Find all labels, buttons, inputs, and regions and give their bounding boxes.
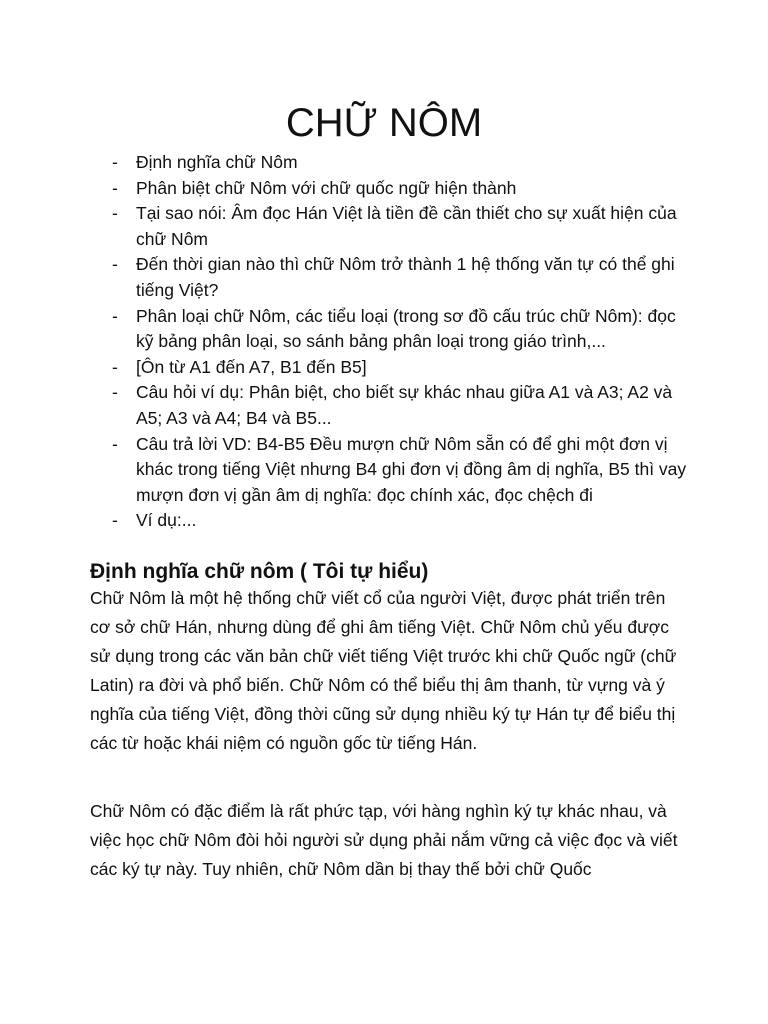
bullet-marker: -	[112, 152, 118, 172]
bullet-marker: -	[112, 254, 118, 275]
bullet-list	[112, 150, 692, 534]
list-item	[112, 201, 692, 252]
bullet-marker: -	[112, 305, 118, 326]
bullet-marker: -	[112, 177, 118, 198]
list-item-text: [Ôn từ A1 đến A7, B1 đến B5]	[136, 356, 367, 377]
document-title: CHỮ NÔM	[285, 101, 483, 145]
body-paragraph: Chữ Nôm là một hệ thống chữ viết cổ của người Việt, được phát triển trên cơ sở chữ Hán, nhưng dùng để ghi âm tiếng Việt. Chữ Nôm chủ yếu được sử dụng trong các văn bản chữ viết tiếng Việt trước khi chữ Quốc ngữ (chữ Latin) ra đời và phổ biến. Chữ Nôm có thể biểu thị âm thanh, từ vựng và ý nghĩa của tiếng Việt, đồng thời cũng sử dụng nhiều ký tự Hán tự để biểu thị các từ hoặc khái niệm có nguồn gốc từ tiếng Hán.	[90, 588, 677, 753]
list-item	[112, 380, 692, 431]
list-item	[112, 304, 692, 355]
list-item-text: Định nghĩa chữ Nôm	[136, 152, 298, 172]
bullet-marker: -	[112, 356, 118, 377]
bullet-marker: -	[112, 510, 118, 531]
list-item-text: Câu trả lời VD: B4-B5 Đều mượn chữ Nôm sẵn có để ghi một đơn vị khác trong tiếng Việt nhưng B4 ghi đơn vị đồng âm dị nghĩa, B5 thì vay mượn đơn vị gần âm dị nghĩa: đọc chính xác, đọc chệch đi	[136, 433, 687, 505]
list-item	[112, 355, 692, 381]
bullet-marker: -	[112, 433, 118, 454]
list-item	[112, 432, 692, 509]
list-item	[112, 150, 692, 176]
bullet-marker: -	[112, 382, 118, 403]
list-item	[112, 176, 692, 202]
list-item-text: Phân biệt chữ Nôm với chữ quốc ngữ hiện thành	[136, 177, 517, 198]
section-heading: Định nghĩa chữ nôm ( Tôi tự hiểu)	[90, 560, 429, 583]
list-item-text: Phân loại chữ Nôm, các tiểu loại (trong sơ đồ cấu trúc chữ Nôm): đọc kỹ bảng phân loại, so sánh bảng phân loại trong giáo trình,...	[136, 305, 676, 352]
list-item-text: Tại sao nói: Âm đọc Hán Việt là tiền đề cần thiết cho sự xuất hiện của chữ Nôm	[136, 203, 677, 249]
list-item	[112, 252, 692, 303]
list-item-text: Đến thời gian nào thì chữ Nôm trở thành 1 hệ thống văn tự có thể ghi tiếng Việt?	[136, 254, 675, 300]
list-item-text: Ví dụ:...	[136, 510, 197, 531]
bullet-marker: -	[112, 203, 118, 224]
list-item	[112, 508, 692, 534]
list-item-text: Câu hỏi ví dụ: Phân biệt, cho biết sự khác nhau giữa A1 và A3; A2 và A5; A3 và A4; B4 và B5...	[136, 382, 673, 428]
body-paragraph: Chữ Nôm có đặc điểm là rất phức tạp, với hàng nghìn ký tự khác nhau, và việc học chữ Nôm đòi hỏi người sử dụng phải nắm vững cả việc đọc và viết các ký tự này. Tuy nhiên, chữ Nôm dần bị thay thế bởi chữ Quốc	[90, 801, 678, 879]
